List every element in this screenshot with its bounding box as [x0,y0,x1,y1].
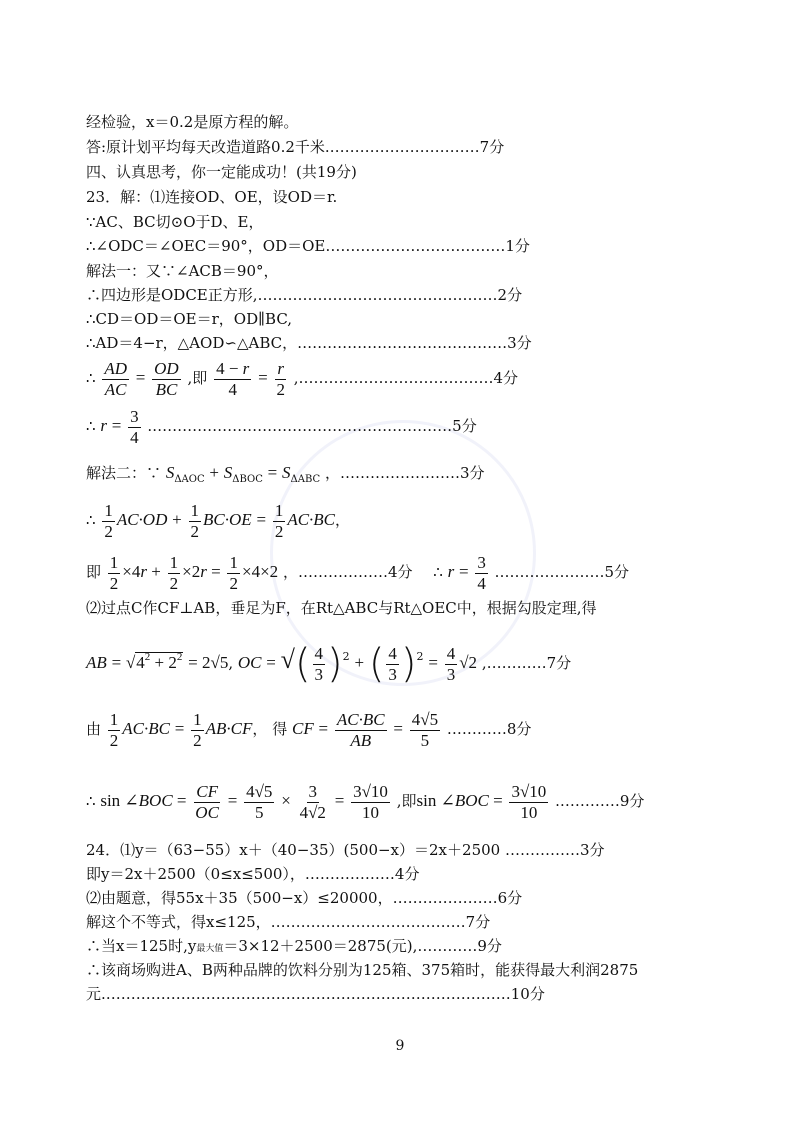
text-line: ∴该商场购进A、B两种品牌的饮料分别为125箱、375箱时，能获得最大利润2875 [86,961,639,979]
text-line: 解这个不等式，得x≤125，…………………………………7分 [86,913,491,931]
equation-line: 解法二：∵ $S_{\Delta AOC} + S_{\Delta BOC} = S_{\Delta ABC}$ ，……………………3分 [86,463,485,485]
score-marker: ,…………………………………4分 [293,369,519,387]
equation-line: ∴ sin ∠BOC = $\frac{CF}{OC}$ = $\frac{4√5}{5}$ × $\frac{3}{4√2}$ = $\frac{3√10}{10}$ ,即sin ∠BOC = $\frac{3√10}{10}$ .…………9分 [86,781,645,822]
equation-line: 即 $\frac{1}{2}$ ×4r + $\frac{1}{2}$ ×2r = $\frac{1}{2}$ ×4×2 ，………………4分 ∴ r = $\frac{3}{4}$ .…………………5分 [86,552,629,593]
text-line: ∴CD＝OD＝OE＝r，OD∥BC, [86,310,293,328]
text-line: ∴当x＝125时,y最大值＝3×12＋2500＝2875(元),…………9分 [86,937,502,955]
score-marker: .…………………5分 [494,563,629,581]
score-marker: ,…………7分 [481,654,572,672]
section-heading: 四、认真思考，你一定能成功！(共19分) [86,163,357,181]
page-number: 9 [395,1038,405,1054]
score-marker: ，……………………3分 [324,464,485,482]
text-line: ∴∠ODC＝∠OEC＝90°，OD＝OE………………………………1分 [86,237,530,255]
text-line: 23．解：⑴连接OD、OE，设OD＝r. [86,188,338,206]
text-line: ∵AC、BC切⊙O于D、E， [86,213,264,231]
score-marker: .……………………………………………………5分 [147,417,477,435]
text-line: ⑵过点C作CF⊥AB，垂足为F，在Rt△ABC与Rt△OEC中，根据勾股定理,得 [86,599,597,617]
therefore-symbol: ∴ [86,369,96,387]
score-marker: …………8分 [446,720,532,738]
fraction: $\frac{AD}{AC}$ [104,358,127,399]
fraction: $\frac{r}{2}$ [276,358,285,399]
score-marker: ，………………4分 [282,563,413,581]
text-line: 元.………………………………………………………………………10分 [86,985,545,1003]
text-line: 答:原计划平均每天改造道路0.2千米.…………………………7分 [86,138,505,156]
text-line: ⑵由题意，得55x＋35（500−x）≤20000，…………………6分 [86,889,523,907]
text-line: 经检验，x＝0.2是原方程的解。 [86,113,299,131]
text-line: ∴四边形是ODCE正方形,…………………………………………2分 [86,286,523,304]
fraction: $\frac{4 - r}{4}$ [216,358,250,399]
equation-line: ∴ r = $\frac{3}{4}$ .……………………………………………………5分 [86,406,477,447]
equation-line: ∴ $\frac{1}{2}$ AC·OD + $\frac{1}{2}$ BC·OE = $\frac{1}{2}$ AC·BC， [86,500,351,541]
fraction: $\frac{3}{4}$ [130,406,139,447]
text-line: 即y＝2x＋2500（0≤x≤500），………………4分 [86,865,420,883]
score-marker: .…………9分 [555,792,645,810]
text-line: 24．⑴y＝（63−55）x＋（40−35）(500−x）＝2x＋2500 ……………3分 [86,841,605,859]
text-line: ∴AD＝4−r，△AOD∽△ABC，……………………………………3分 [86,334,532,352]
equation-line: ∴ $\frac{AD}{AC}$ = $\frac{OD}{BC}$ ,即 $\frac{4 - r}{4}$ = $\frac{r}{2}$ ,…………………………………4分 [86,358,519,399]
text-line: 解法一：又∵∠ACB＝90°， [86,262,279,280]
fraction: $\frac{OD}{BC}$ [154,358,179,399]
equation-line: AB = $√4^2 + 2^2 = 2√5$, OC = √( $\frac{4}{3}$ )$^2$ + ( $\frac{4}{3}$ )$^2$ = $\frac{4}{3}$ √2 ,…………7分 [86,641,572,687]
equation-line: 由 $\frac{1}{2}$ AC·BC = $\frac{1}{2}$ AB·CF， 得 CF = $\frac{AC\cdot BC}{AB}$ = $\frac{4√5}{5}$ …………8分 [86,709,532,750]
